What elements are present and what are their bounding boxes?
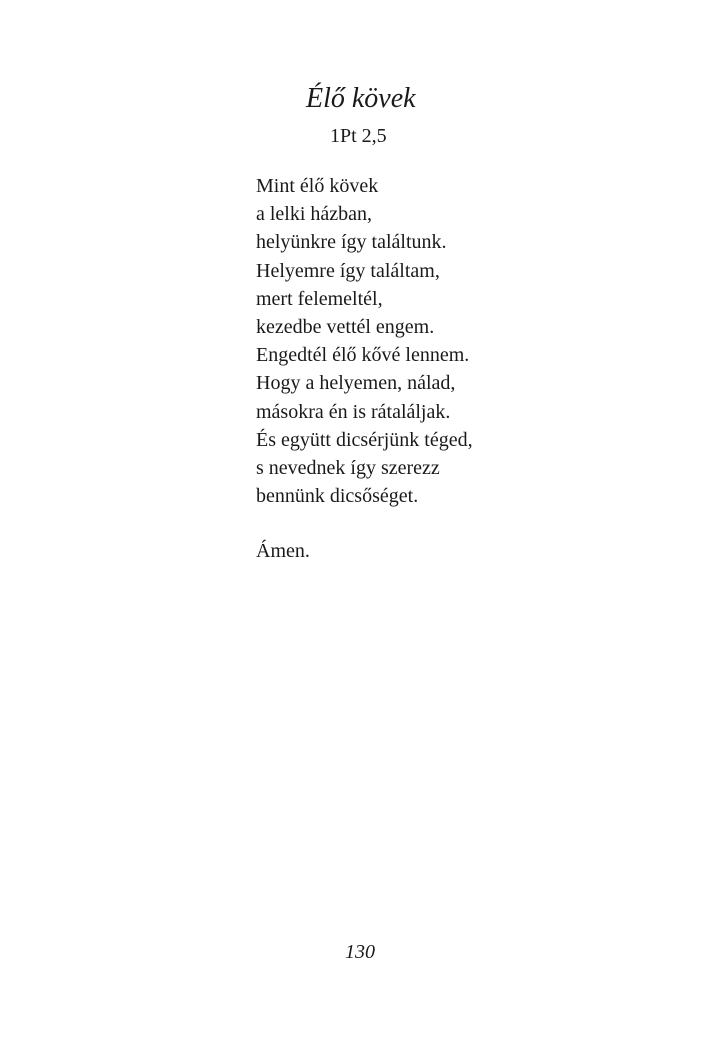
poem-title: Élő kövek (306, 83, 416, 114)
poem-line: bennünk dicsőséget. (256, 485, 419, 508)
poem-line: Mint élő kövek (256, 175, 379, 197)
poem-closing: Ámen. (256, 540, 310, 562)
poem-line: mert felemeltél, (256, 287, 383, 310)
poem-line: Helyemre így találtam, (256, 259, 440, 282)
page-number: 130 (345, 941, 375, 963)
poem-line: a lelki házban, (256, 203, 373, 226)
poem-line: másokra én is rátaláljak. (256, 400, 451, 423)
poem-body (256, 172, 473, 510)
poem-line: helyünkre így találtunk. (256, 231, 447, 254)
poem-line: Engedtél élő kővé lennem. (256, 344, 470, 367)
poem-line: kezedbe vettél engem. (256, 315, 435, 338)
poem-line: És együtt dicsérjünk téged, (256, 428, 473, 451)
bible-reference: 1Pt 2,5 (330, 125, 387, 147)
poem-line: s nevednek így szerezz (256, 456, 440, 479)
poem-line: Hogy a helyemen, nálad, (256, 372, 456, 395)
